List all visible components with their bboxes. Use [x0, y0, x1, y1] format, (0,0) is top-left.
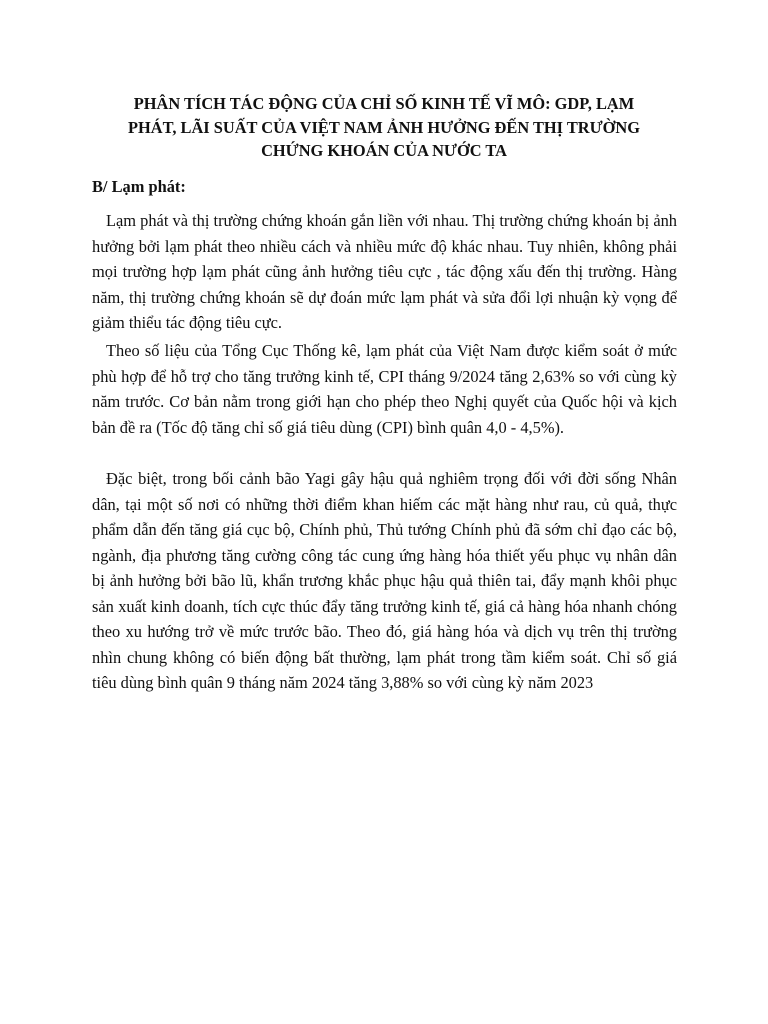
title-line-3: CHỨNG KHOÁN CỦA NƯỚC TA — [261, 141, 507, 160]
paragraph-2: Theo số liệu của Tổng Cục Thống kê, lạm phát của Việt Nam được kiểm soát ở mức phù hợp để hỗ trợ cho tăng trưởng kinh tế, CPI tháng 9/2024 tăng 2,63% so với cùng kỳ năm trước. Cơ bản nằm trong giới hạn cho phép theo Nghị quyết của Quốc hội và kịch bản đề ra (Tốc độ tăng chỉ số giá tiêu dùng (CPI) bình quân 4,0 - 4,5%). — [92, 341, 677, 437]
paragraph-1: Lạm phát và thị trường chứng khoán gắn liền với nhau. Thị trường chứng khoán bị ảnh hưởng bởi lạm phát theo nhiều cách và nhiều mức độ khác nhau. Tuy nhiên, không phải mọi trường hợp lạm phát cũng ảnh hưởng tiêu cực , tác động xấu đến thị trường. Hàng năm, thị trường chứng khoán sẽ dự đoán mức lạm phát và sửa đổi lợi nhuận kỳ vọng để giảm thiểu tác động tiêu cực. — [92, 211, 677, 332]
paragraph-3: Đặc biệt, trong bối cảnh bão Yagi gây hậu quả nghiêm trọng đối với đời sống Nhân dân, tại một số nơi có những thời điểm khan hiếm các mặt hàng như rau, củ quả, thực phẩm dẫn đến tăng giá cục bộ, Chính phủ, Thủ tướng Chính phủ đã sớm chỉ đạo các bộ, ngành, địa phương tăng cường công tác cung ứng hàng hóa thiết yếu phục vụ nhân dân bị ảnh hưởng bởi bão lũ, khẩn trương khắc phục hậu quả thiên tai, đẩy mạnh khôi phục sản xuất kinh doanh, tích cực thúc đẩy tăng trưởng kinh tế, giá cả hàng hóa nhanh chóng theo xu hướng trở về mức trước bão. Theo đó, giá hàng hóa và dịch vụ trên thị trường nhìn chung không có biến động bất thường, lạm phát trong tầm kiểm soát. Chỉ số giá tiêu dùng bình quân 9 tháng năm 2024 tăng 3,88% so với cùng kỳ năm 2023 — [92, 469, 677, 692]
title-line-2: PHÁT, LÃI SUẤT CỦA VIỆT NAM ẢNH HƯỞNG ĐẾN THỊ TRƯỜNG — [128, 117, 640, 137]
section-heading: B/ Lạm phát: — [92, 177, 186, 196]
document-title — [94, 92, 674, 163]
title-line-1: PHÂN TÍCH TÁC ĐỘNG CỦA CHỈ SỐ KINH TẾ VĨ MÔ: GDP, LẠM — [133, 94, 635, 113]
